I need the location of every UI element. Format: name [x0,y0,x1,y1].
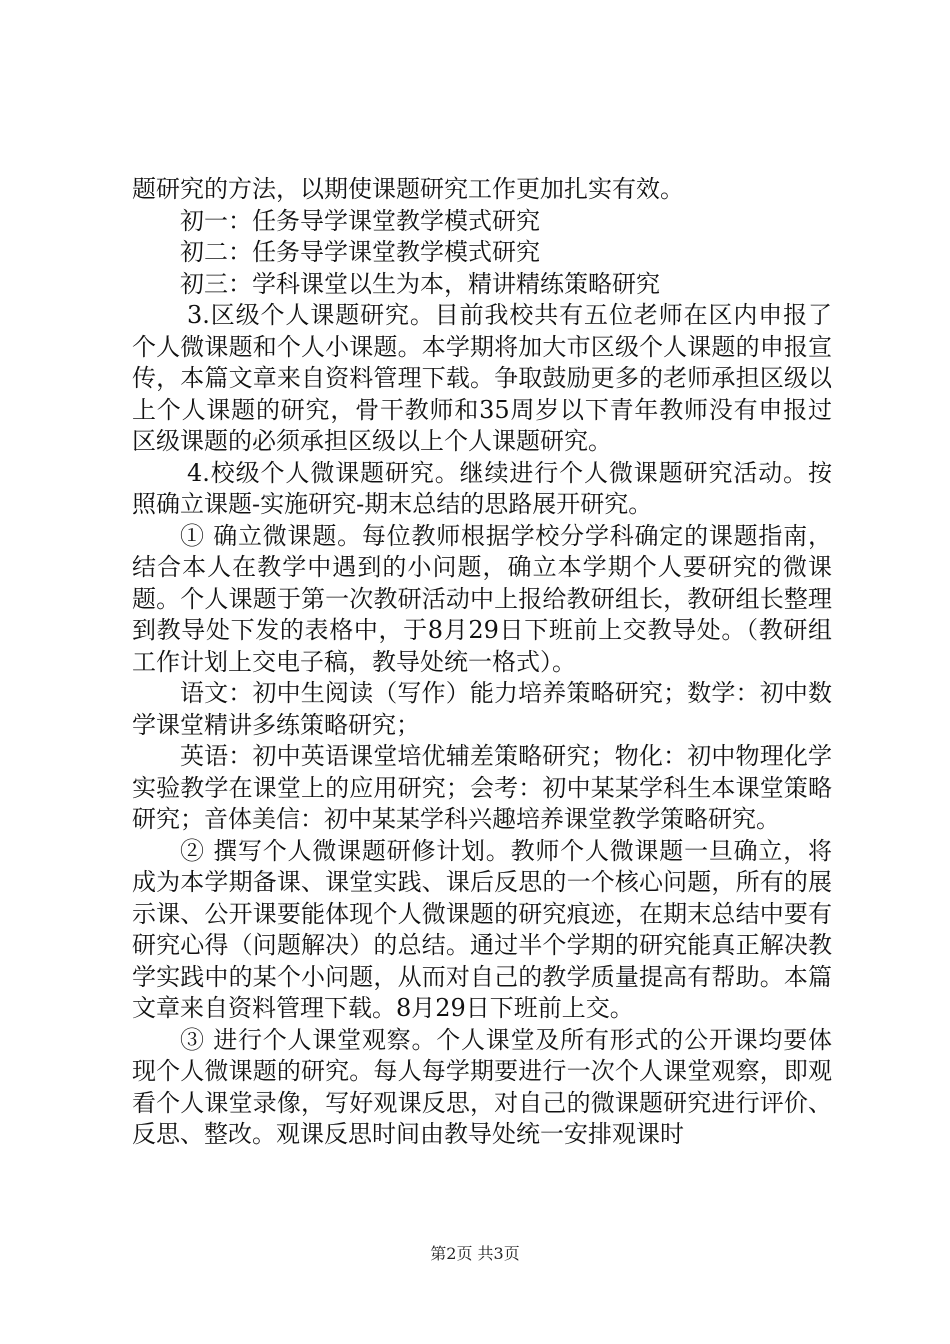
paragraph-step-3: ③ 进行个人课堂观察。个人课堂及所有形式的公开课均要体现个人微课题的研究。每人每学期要进行一次个人课堂观察，即观看个人课堂录像，写好观课反思，对自己的微课题研究进行评价、反思、整改。观课反思时间由教导处统一安排观课时 [132,1025,832,1148]
paragraph-district-research: 3.区级个人课题研究。目前我校共有五位老师在区内申报了个人微课题和个人小课题。本学期将加大市区级个人课题的申报宣传，本篇文章来自资料管理下载。争取鼓励更多的老师承担区级以上个人课题的研究，骨干教师和35周岁以下青年教师没有申报过区级课题的必须承担区级以上个人课题研究。 [132,301,832,455]
paragraph-grade-2: 初二：任务导学课堂教学模式研究 [180,238,540,266]
paragraph-grade-3: 初三：学科课堂以生为本，精讲精练策略研究 [180,269,660,298]
paragraph-subjects-2: 英语：初中英语课堂培优辅差策略研究；物化：初中物理化学实验教学在课堂上的应用研究；会考：初中某某学科生本课堂策略研究；音体美信：初中某某学科兴趣培养课堂教学策略研究。 [132,742,832,833]
paragraph-subjects-1: 语文：初中生阅读（写作）能力培养策略研究；数学：初中数学课堂精讲多练策略研究； [132,679,832,739]
body-text [132,174,832,1151]
paragraph-school-research: 4.校级个人微课题研究。继续进行个人微课题研究活动。按照确立课题-实施研究-期末总结的思路展开研究。 [132,458,832,518]
paragraph-step-1: ① 确立微课题。每位教师根据学校分学科确定的课题指南，结合本人在教学中遇到的小问题，确立本学期个人要研究的微课题。个人课题于第一次教研活动中上报给教研组长，教研组长整理到教导处下发的表格中，于8月29日下班前上交教导处。（教研组工作计划上交电子稿，教导处统一格式）。 [132,521,832,676]
paragraph-grade-1: 初一：任务导学课堂教学模式研究 [180,206,540,235]
paragraph-continuation: 题研究的方法，以期使课题研究工作更加扎实有效。 [132,175,684,203]
page-footer: 第2页 共3页 [430,1244,520,1263]
paragraph-step-2: ② 撰写个人微课题研修计划。教师个人微课题一旦确立，将成为本学期备课、课堂实践、课后反思的一个核心问题，所有的展示课、公开课要能体现个人微课题的研究痕迹，在期末总结中要有研究心得（问题解决）的总结。通过半个学期的研究能真正解决教学实践中的某个小问题，从而对自己的教学质量提高有帮助。本篇文章来自资料管理下载。8月29日下班前上交。 [132,836,832,1022]
